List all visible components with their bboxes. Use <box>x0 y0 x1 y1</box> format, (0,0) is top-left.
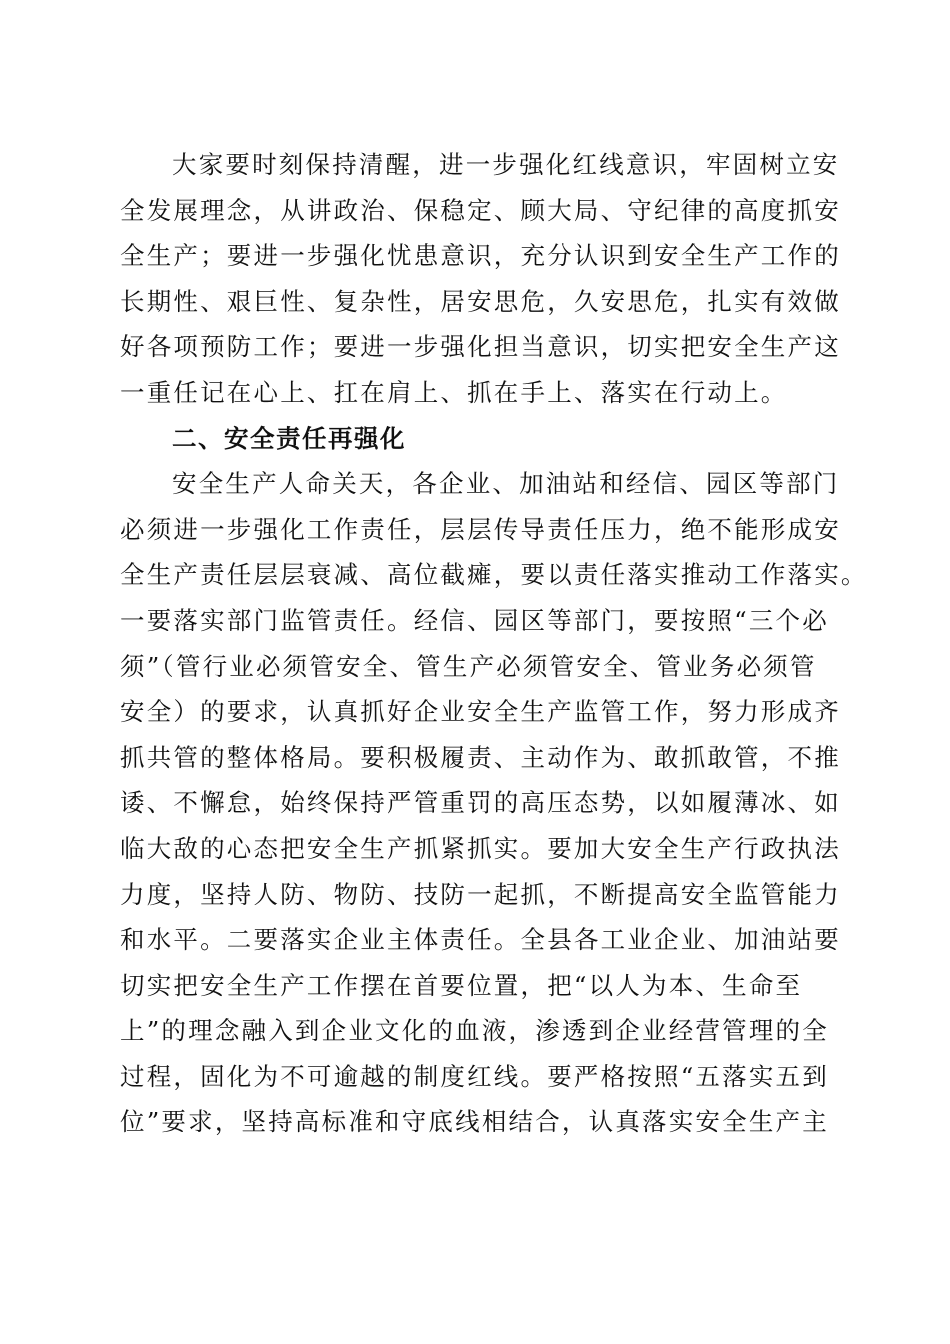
text-line: 全发展理念，从讲政治、保稳定、顾大局、守纪律的高度抓安 <box>120 195 841 225</box>
text-line: 全生产责任层层衰减、高位截瘫，要以责任落实推动工作落实。 <box>120 560 868 590</box>
text-line: 长期性、艰巨性、复杂性，居安思危，久安思危，扎实有效做 <box>120 286 841 316</box>
text-line: 安全）的要求，认真抓好企业安全生产监管工作，努力形成齐 <box>120 697 841 727</box>
text-line: 好各项预防工作；要进一步强化担当意识，切实把安全生产这 <box>120 332 841 362</box>
paragraph-2 <box>120 461 868 1145</box>
text-line: 大家要时刻保持清醒，进一步强化红线意识，牢固树立安 <box>172 150 840 179</box>
text-line: 一要落实部门监管责任。经信、园区等部门，要按照“三个必 <box>120 605 829 635</box>
text-line: 全生产；要进一步强化忧患意识，充分认识到安全生产工作的 <box>120 241 841 271</box>
text-line: 位”要求，坚持高标准和守底线相结合，认真落实安全生产主 <box>120 1107 829 1137</box>
text-line: 临大敌的心态把安全生产抓紧抓实。要加大安全生产行政执法 <box>120 833 841 863</box>
text-line: 必须进一步强化工作责任，层层传导责任压力，绝不能形成安 <box>120 514 841 544</box>
section-heading: 二、安全责任再强化 <box>172 423 406 453</box>
paragraph-1 <box>120 142 841 416</box>
text-line: 须”（管行业必须管安全、管生产必须管安全、管业务必须管 <box>120 651 817 681</box>
text-line: 抓共管的整体格局。要积极履责、主动作为、敢抓敢管，不推 <box>120 742 841 772</box>
text-line: 上”的理念融入到企业文化的血液，渗透到企业经营管理的全 <box>120 1016 829 1046</box>
text-line: 切实把安全生产工作摆在首要位置，把“以人为本、生命至 <box>120 970 803 1000</box>
text-line: 安全生产人命关天，各企业、加油站和经信、园区等部门 <box>172 469 840 499</box>
text-line: 力度，坚持人防、物防、技防一起抓，不断提高安全监管能力 <box>120 879 841 909</box>
text-line: 过程，固化为不可逾越的制度红线。要严格按照“五落实五到 <box>120 1061 829 1091</box>
text-line: 和水平。二要落实企业主体责任。全县各工业企业、加油站要 <box>120 925 841 955</box>
text-line: 一重任记在心上、扛在肩上、抓在手上、落实在行动上。 <box>120 377 788 407</box>
text-line: 诿、不懈怠，始终保持严管重罚的高压态势，以如履薄冰、如 <box>120 788 841 818</box>
